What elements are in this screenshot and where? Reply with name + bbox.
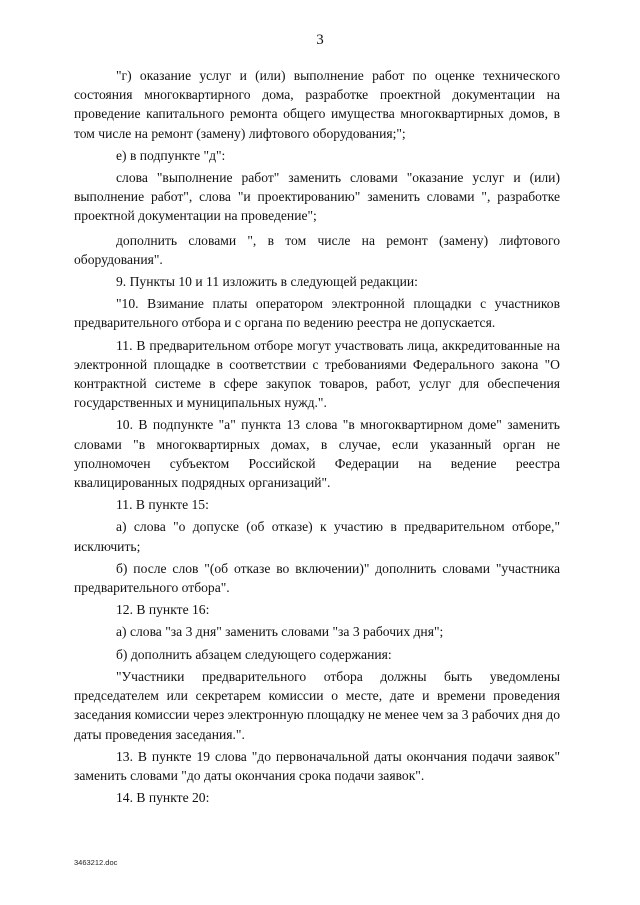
paragraph-item-9: 9. Пункты 10 и 11 изложить в следующей редакции: bbox=[116, 274, 418, 290]
paragraph-item-10: 10. В подпункте "а" пункта 13 слова "в многоквартирном доме" заменить словами "в многоквартирных домах, в случае, если указанный орган не уполномочен субъектом Российской Федерации на ведение реестра квалицированных подрядных организаций". bbox=[74, 417, 560, 491]
document-body bbox=[74, 66, 560, 807]
paragraph-item-12: 12. В пункте 16: bbox=[116, 602, 210, 618]
paragraph-g-services: "г) оказание услуг и (или) выполнение работ по оценке технического состояния многоквартирного дома, разработке проектной документации на проведение капитального ремонта общего имущества многоквартирных домов, в том числе на ремонт (замену) лифтового оборудования;"; bbox=[74, 68, 560, 141]
document-filename: 3463212.doc bbox=[74, 858, 118, 867]
paragraph-item-11-b: б) после слов "(об отказе во включении)" дополнить словами "участника предварительного отбора". bbox=[74, 560, 560, 596]
paragraph-item-11: 11. В пункте 15: bbox=[116, 497, 209, 513]
paragraph-point-11: 11. В предварительном отборе могут участвовать лица, аккредитованные на электронной площадке в соответствии с требованиями Федерального закона "О контрактной системе в сфере закупок товаров, работ, услуг для обеспечения государственных и муниципальных нужд.". bbox=[74, 337, 560, 411]
paragraph-point-10: "10. Взимание платы оператором электронной площадки с участников предварительного отбора и с органа по ведению реестра не допускается. bbox=[74, 296, 560, 331]
paragraph-item-12-a: а) слова "за 3 дня" заменить словами "за 3 рабочих дня"; bbox=[116, 624, 444, 640]
paragraph-participants-notice: "Участники предварительного отбора должны быть уведомлены председателем или секретарем комиссии о месте, дате и времени проведения заседания комиссии через электронную площадку не менее чем за 3 рабочих дня до даты проведения заседания.". bbox=[74, 668, 560, 742]
paragraph-item-12-b: б) дополнить абзацем следующего содержания: bbox=[116, 646, 392, 662]
paragraph-e-subpoint-d: е) в подпункте "д": bbox=[116, 147, 226, 163]
paragraph-item-14: 14. В пункте 20: bbox=[116, 790, 210, 806]
paragraph-add-words: дополнить словами ", в том числе на ремонт (замену) лифтового оборудования". bbox=[74, 232, 560, 267]
page-number: 3 bbox=[316, 32, 324, 48]
paragraph-item-11-a: а) слова "о допуске (об отказе) к участию в предварительном отборе," исключить; bbox=[74, 519, 560, 554]
paragraph-replace-words: слова "выполнение работ" заменить словами "оказание услуг и (или) выполнение работ", слова "и проектированию" заменить словами ", разработке проектной документации на проведение"; bbox=[74, 170, 560, 224]
paragraph-item-13: 13. В пункте 19 слова "до первоначальной даты окончания подачи заявок" заменить словами "до даты окончания срока подачи заявок". bbox=[74, 748, 560, 783]
